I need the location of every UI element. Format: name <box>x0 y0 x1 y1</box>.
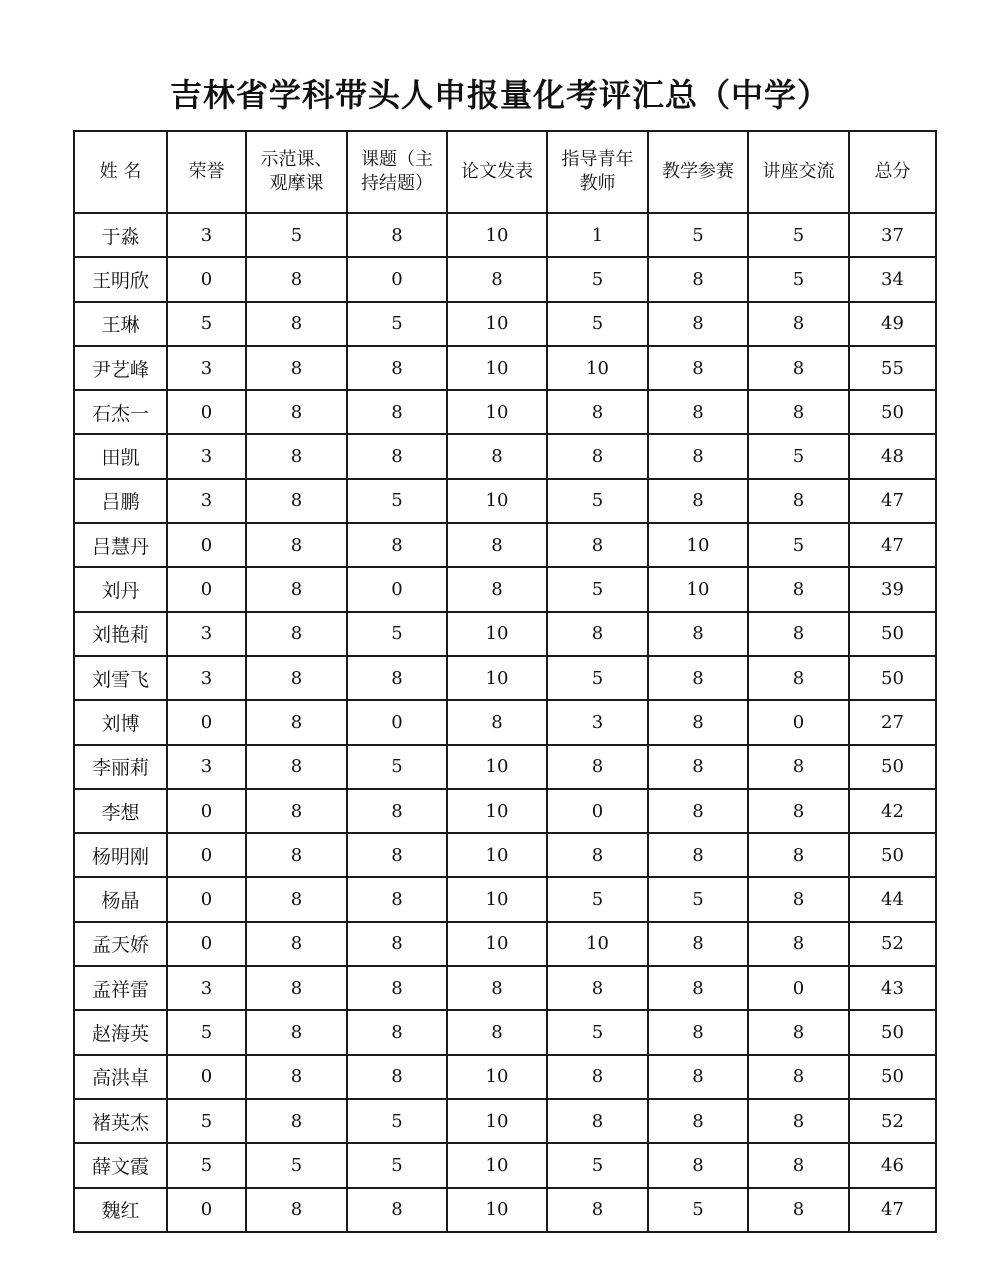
cell-demo-class: 8 <box>246 479 347 523</box>
table-row <box>74 612 936 656</box>
cell-research-topic: 0 <box>347 257 447 301</box>
cell-research-topic: 8 <box>347 1188 447 1232</box>
header-mentoring: 指导青年教师 <box>547 131 648 213</box>
cell-paper-publication: 8 <box>447 257 547 301</box>
cell-total: 37 <box>849 213 936 257</box>
cell-total: 43 <box>849 966 936 1010</box>
table-row <box>74 656 936 700</box>
cell-honor: 5 <box>167 302 246 346</box>
cell-lecture-exchange: 0 <box>748 966 849 1010</box>
cell-name: 尹艺峰 <box>74 346 167 390</box>
cell-research-topic: 5 <box>347 1143 447 1187</box>
cell-honor: 0 <box>167 700 246 744</box>
cell-paper-publication: 10 <box>447 1143 547 1187</box>
cell-paper-publication: 8 <box>447 700 547 744</box>
cell-demo-class: 8 <box>246 346 347 390</box>
cell-name: 刘艳莉 <box>74 612 167 656</box>
cell-name: 孟祥雷 <box>74 966 167 1010</box>
cell-name: 李丽莉 <box>74 745 167 789</box>
cell-demo-class: 8 <box>246 966 347 1010</box>
table-row <box>74 213 936 257</box>
cell-paper-publication: 10 <box>447 1188 547 1232</box>
header-demo-class: 示范课、观摩课 <box>246 131 347 213</box>
cell-mentoring: 5 <box>547 479 648 523</box>
cell-honor: 3 <box>167 745 246 789</box>
cell-demo-class: 8 <box>246 390 347 434</box>
cell-mentoring: 1 <box>547 213 648 257</box>
cell-honor: 3 <box>167 346 246 390</box>
cell-research-topic: 8 <box>347 833 447 877</box>
cell-name: 王明欣 <box>74 257 167 301</box>
score-summary-table <box>73 130 937 1233</box>
cell-research-topic: 5 <box>347 745 447 789</box>
cell-research-topic: 5 <box>347 1099 447 1143</box>
cell-name: 吕慧丹 <box>74 523 167 567</box>
cell-mentoring: 3 <box>547 700 648 744</box>
cell-demo-class: 8 <box>246 523 347 567</box>
cell-demo-class: 8 <box>246 567 347 611</box>
cell-demo-class: 8 <box>246 1099 347 1143</box>
header-row <box>74 131 936 213</box>
cell-demo-class: 5 <box>246 213 347 257</box>
cell-name: 高洪卓 <box>74 1055 167 1099</box>
cell-total: 44 <box>849 877 936 921</box>
cell-mentoring: 8 <box>547 1188 648 1232</box>
cell-mentoring: 8 <box>547 966 648 1010</box>
cell-total: 48 <box>849 434 936 478</box>
cell-paper-publication: 10 <box>447 789 547 833</box>
cell-mentoring: 10 <box>547 346 648 390</box>
cell-demo-class: 5 <box>246 1143 347 1187</box>
cell-lecture-exchange: 8 <box>748 745 849 789</box>
cell-honor: 3 <box>167 966 246 1010</box>
header-lecture-exchange: 讲座交流 <box>748 131 849 213</box>
cell-mentoring: 5 <box>547 656 648 700</box>
cell-total: 27 <box>849 700 936 744</box>
cell-demo-class: 8 <box>246 833 347 877</box>
cell-demo-class: 8 <box>246 700 347 744</box>
cell-research-topic: 8 <box>347 346 447 390</box>
cell-mentoring: 8 <box>547 1055 648 1099</box>
cell-teaching-contest: 8 <box>648 922 748 966</box>
table-row <box>74 966 936 1010</box>
cell-lecture-exchange: 8 <box>748 656 849 700</box>
cell-name: 褚英杰 <box>74 1099 167 1143</box>
cell-lecture-exchange: 8 <box>748 1143 849 1187</box>
cell-total: 39 <box>849 567 936 611</box>
cell-teaching-contest: 8 <box>648 390 748 434</box>
table-row <box>74 1188 936 1232</box>
cell-lecture-exchange: 8 <box>748 877 849 921</box>
table-row <box>74 833 936 877</box>
cell-lecture-exchange: 8 <box>748 1055 849 1099</box>
cell-lecture-exchange: 8 <box>748 346 849 390</box>
cell-paper-publication: 8 <box>447 1010 547 1054</box>
cell-honor: 0 <box>167 877 246 921</box>
cell-paper-publication: 8 <box>447 966 547 1010</box>
table-row <box>74 346 936 390</box>
cell-demo-class: 8 <box>246 745 347 789</box>
table-row <box>74 1099 936 1143</box>
cell-total: 49 <box>849 302 936 346</box>
cell-paper-publication: 10 <box>447 346 547 390</box>
cell-research-topic: 8 <box>347 434 447 478</box>
cell-mentoring: 5 <box>547 877 648 921</box>
cell-teaching-contest: 8 <box>648 479 748 523</box>
cell-teaching-contest: 8 <box>648 1055 748 1099</box>
cell-paper-publication: 10 <box>447 656 547 700</box>
cell-honor: 5 <box>167 1010 246 1054</box>
cell-total: 34 <box>849 257 936 301</box>
cell-mentoring: 5 <box>547 1010 648 1054</box>
header-name: 姓 名 <box>74 131 167 213</box>
cell-teaching-contest: 8 <box>648 612 748 656</box>
cell-teaching-contest: 8 <box>648 1010 748 1054</box>
cell-honor: 0 <box>167 390 246 434</box>
cell-total: 47 <box>849 1188 936 1232</box>
cell-lecture-exchange: 8 <box>748 789 849 833</box>
cell-name: 赵海英 <box>74 1010 167 1054</box>
header-research-topic: 课题（主持结题） <box>347 131 447 213</box>
cell-lecture-exchange: 5 <box>748 257 849 301</box>
cell-mentoring: 5 <box>547 302 648 346</box>
table-row <box>74 567 936 611</box>
cell-mentoring: 8 <box>547 523 648 567</box>
cell-honor: 0 <box>167 567 246 611</box>
cell-total: 50 <box>849 833 936 877</box>
table-row <box>74 745 936 789</box>
cell-research-topic: 8 <box>347 656 447 700</box>
cell-mentoring: 5 <box>547 567 648 611</box>
cell-honor: 0 <box>167 789 246 833</box>
cell-demo-class: 8 <box>246 612 347 656</box>
cell-lecture-exchange: 8 <box>748 1188 849 1232</box>
cell-name: 于淼 <box>74 213 167 257</box>
cell-total: 47 <box>849 479 936 523</box>
cell-demo-class: 8 <box>246 1055 347 1099</box>
cell-name: 吕鹏 <box>74 479 167 523</box>
cell-mentoring: 8 <box>547 612 648 656</box>
cell-paper-publication: 10 <box>447 302 547 346</box>
cell-mentoring: 8 <box>547 745 648 789</box>
table-row <box>74 1143 936 1187</box>
cell-paper-publication: 10 <box>447 833 547 877</box>
table-row <box>74 523 936 567</box>
cell-honor: 5 <box>167 1099 246 1143</box>
cell-teaching-contest: 8 <box>648 302 748 346</box>
cell-honor: 3 <box>167 612 246 656</box>
table-body <box>74 213 936 1232</box>
cell-mentoring: 5 <box>547 257 648 301</box>
cell-total: 47 <box>849 523 936 567</box>
table-row <box>74 922 936 966</box>
cell-paper-publication: 10 <box>447 213 547 257</box>
cell-paper-publication: 10 <box>447 745 547 789</box>
table-row <box>74 1010 936 1054</box>
table-row <box>74 302 936 346</box>
cell-teaching-contest: 8 <box>648 966 748 1010</box>
cell-paper-publication: 8 <box>447 434 547 478</box>
cell-mentoring: 5 <box>547 1143 648 1187</box>
cell-lecture-exchange: 8 <box>748 612 849 656</box>
cell-research-topic: 8 <box>347 966 447 1010</box>
cell-teaching-contest: 8 <box>648 656 748 700</box>
cell-research-topic: 8 <box>347 789 447 833</box>
cell-research-topic: 8 <box>347 523 447 567</box>
cell-honor: 3 <box>167 479 246 523</box>
cell-name: 杨晶 <box>74 877 167 921</box>
cell-name: 刘丹 <box>74 567 167 611</box>
cell-lecture-exchange: 5 <box>748 523 849 567</box>
cell-lecture-exchange: 5 <box>748 434 849 478</box>
cell-name: 杨明刚 <box>74 833 167 877</box>
cell-research-topic: 0 <box>347 700 447 744</box>
cell-demo-class: 8 <box>246 434 347 478</box>
cell-name: 孟天娇 <box>74 922 167 966</box>
cell-paper-publication: 10 <box>447 922 547 966</box>
cell-demo-class: 8 <box>246 922 347 966</box>
cell-research-topic: 5 <box>347 479 447 523</box>
cell-mentoring: 0 <box>547 789 648 833</box>
cell-research-topic: 8 <box>347 922 447 966</box>
cell-teaching-contest: 8 <box>648 745 748 789</box>
cell-paper-publication: 8 <box>447 523 547 567</box>
cell-teaching-contest: 5 <box>648 1188 748 1232</box>
page-title: 吉林省学科带头人申报量化考评汇总（中学） <box>169 76 830 114</box>
cell-demo-class: 8 <box>246 789 347 833</box>
cell-total: 42 <box>849 789 936 833</box>
cell-honor: 5 <box>167 1143 246 1187</box>
table-row <box>74 257 936 301</box>
cell-name: 王琳 <box>74 302 167 346</box>
cell-teaching-contest: 10 <box>648 523 748 567</box>
cell-research-topic: 5 <box>347 612 447 656</box>
cell-mentoring: 8 <box>547 1099 648 1143</box>
cell-honor: 0 <box>167 523 246 567</box>
cell-demo-class: 8 <box>246 302 347 346</box>
cell-paper-publication: 10 <box>447 612 547 656</box>
cell-honor: 0 <box>167 1188 246 1232</box>
cell-research-topic: 0 <box>347 567 447 611</box>
cell-mentoring: 10 <box>547 922 648 966</box>
cell-name: 李想 <box>74 789 167 833</box>
cell-teaching-contest: 5 <box>648 213 748 257</box>
header-teaching-contest: 教学参赛 <box>648 131 748 213</box>
cell-honor: 0 <box>167 1055 246 1099</box>
cell-teaching-contest: 8 <box>648 346 748 390</box>
cell-honor: 3 <box>167 656 246 700</box>
cell-total: 50 <box>849 745 936 789</box>
cell-lecture-exchange: 0 <box>748 700 849 744</box>
cell-lecture-exchange: 8 <box>748 390 849 434</box>
cell-name: 田凯 <box>74 434 167 478</box>
cell-honor: 3 <box>167 434 246 478</box>
cell-teaching-contest: 10 <box>648 567 748 611</box>
cell-paper-publication: 10 <box>447 390 547 434</box>
cell-total: 50 <box>849 656 936 700</box>
header-honor: 荣誉 <box>167 131 246 213</box>
cell-lecture-exchange: 8 <box>748 479 849 523</box>
table-row <box>74 700 936 744</box>
cell-research-topic: 8 <box>347 1010 447 1054</box>
cell-teaching-contest: 8 <box>648 700 748 744</box>
header-paper-publication: 论文发表 <box>447 131 547 213</box>
cell-total: 52 <box>849 922 936 966</box>
cell-teaching-contest: 8 <box>648 257 748 301</box>
cell-teaching-contest: 8 <box>648 1099 748 1143</box>
cell-research-topic: 8 <box>347 390 447 434</box>
cell-paper-publication: 10 <box>447 479 547 523</box>
cell-total: 50 <box>849 612 936 656</box>
cell-name: 魏红 <box>74 1188 167 1232</box>
cell-teaching-contest: 5 <box>648 877 748 921</box>
cell-lecture-exchange: 8 <box>748 922 849 966</box>
cell-honor: 0 <box>167 257 246 301</box>
table-row <box>74 877 936 921</box>
cell-total: 55 <box>849 346 936 390</box>
table-row <box>74 1055 936 1099</box>
cell-lecture-exchange: 8 <box>748 1010 849 1054</box>
cell-teaching-contest: 8 <box>648 789 748 833</box>
cell-lecture-exchange: 5 <box>748 213 849 257</box>
cell-lecture-exchange: 8 <box>748 833 849 877</box>
cell-honor: 0 <box>167 922 246 966</box>
table-row <box>74 434 936 478</box>
cell-mentoring: 8 <box>547 833 648 877</box>
cell-lecture-exchange: 8 <box>748 567 849 611</box>
cell-name: 刘博 <box>74 700 167 744</box>
cell-honor: 3 <box>167 213 246 257</box>
cell-honor: 0 <box>167 833 246 877</box>
table-row <box>74 390 936 434</box>
cell-demo-class: 8 <box>246 1188 347 1232</box>
cell-lecture-exchange: 8 <box>748 302 849 346</box>
cell-teaching-contest: 8 <box>648 833 748 877</box>
cell-paper-publication: 10 <box>447 1055 547 1099</box>
table-row <box>74 789 936 833</box>
cell-name: 刘雪飞 <box>74 656 167 700</box>
header-total: 总分 <box>849 131 936 213</box>
cell-paper-publication: 10 <box>447 877 547 921</box>
cell-research-topic: 8 <box>347 877 447 921</box>
cell-mentoring: 8 <box>547 390 648 434</box>
cell-paper-publication: 8 <box>447 567 547 611</box>
cell-mentoring: 8 <box>547 434 648 478</box>
cell-name: 薛文霞 <box>74 1143 167 1187</box>
cell-total: 50 <box>849 390 936 434</box>
cell-name: 石杰一 <box>74 390 167 434</box>
cell-total: 50 <box>849 1055 936 1099</box>
cell-demo-class: 8 <box>246 1010 347 1054</box>
cell-total: 50 <box>849 1010 936 1054</box>
cell-total: 52 <box>849 1099 936 1143</box>
cell-paper-publication: 10 <box>447 1099 547 1143</box>
cell-research-topic: 8 <box>347 1055 447 1099</box>
cell-lecture-exchange: 8 <box>748 1099 849 1143</box>
cell-teaching-contest: 8 <box>648 434 748 478</box>
cell-demo-class: 8 <box>246 257 347 301</box>
cell-teaching-contest: 8 <box>648 1143 748 1187</box>
table-row <box>74 479 936 523</box>
cell-total: 46 <box>849 1143 936 1187</box>
cell-research-topic: 5 <box>347 302 447 346</box>
cell-demo-class: 8 <box>246 877 347 921</box>
cell-research-topic: 8 <box>347 213 447 257</box>
cell-demo-class: 8 <box>246 656 347 700</box>
